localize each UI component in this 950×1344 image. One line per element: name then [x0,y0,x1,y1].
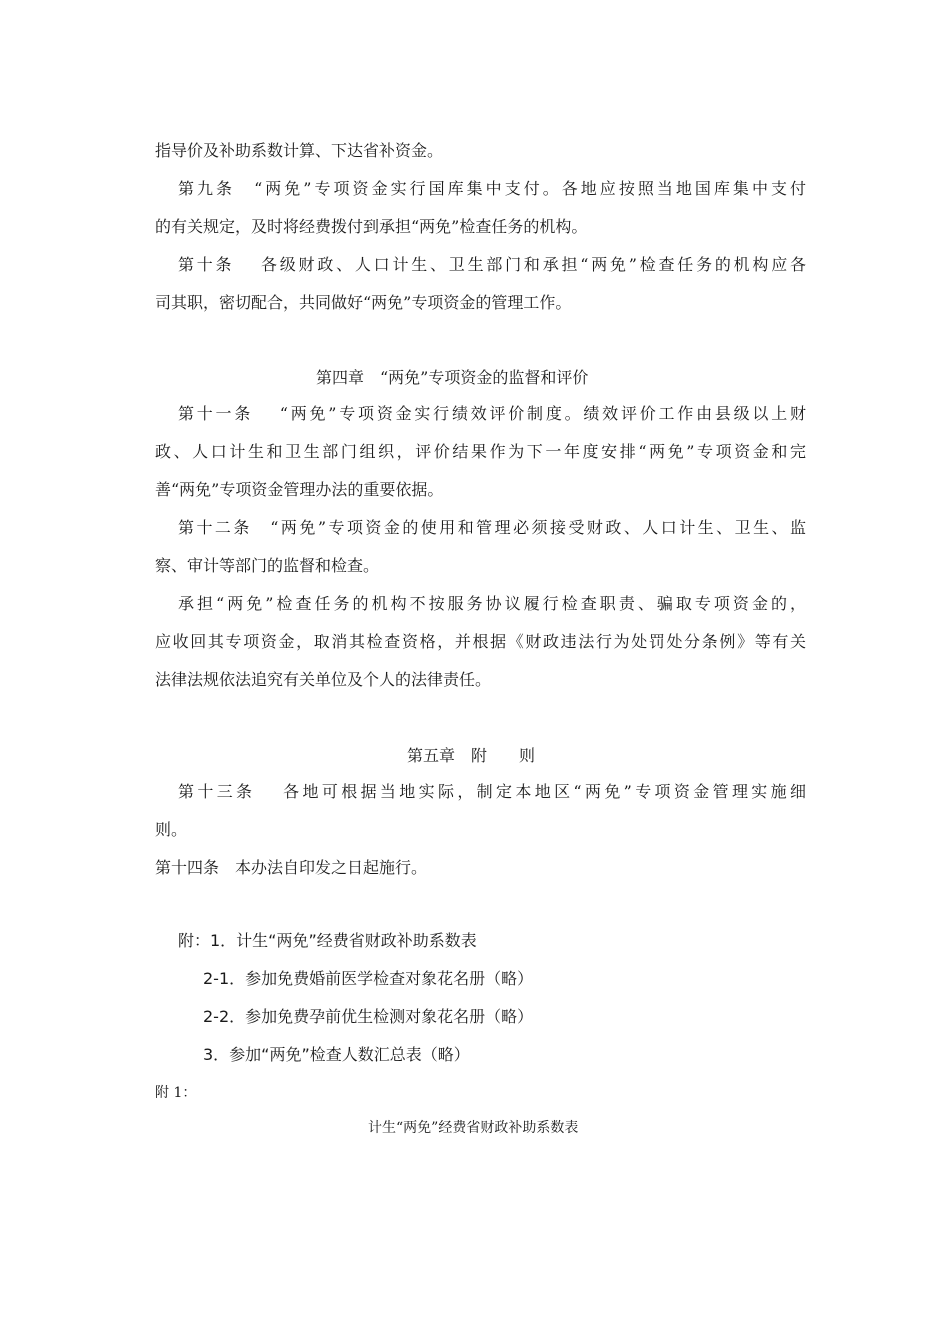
article-14: 第十四条 本办法自印发之日起施行。 [155,858,428,877]
article-13-line-1: 第十三条 各地可根据当地实际，制定本地区“两免”专项资金管理实施细 [178,782,806,801]
appendix-list-item-2-1: 2-1．参加免费婚前医学检查对象花名册（略） [203,969,534,988]
chapter-5-heading: 第五章 附 则 [407,746,536,765]
article-12-line-4: 应收回其专项资金，取消其检查资格，并根据《财政违法行为处罚处分条例》等有关 [155,632,806,651]
article-10-line-2: 司其职，密切配合，共同做好“两免”专项资金的管理工作。 [155,293,572,312]
paragraph-line: 指导价及补助系数计算、下达省补资金。 [155,141,444,160]
article-9-line-1: 第九条 “两免”专项资金实行国库集中支付。各地应按照当地国库集中支付 [178,179,806,198]
appendix-1-label: 附 1： [155,1085,197,1101]
article-12-line-1: 第十二条 “两免”专项资金的使用和管理必须接受财政、人口计生、卫生、监 [178,518,806,537]
article-10-line-1: 第十条 各级财政、人口计生、卫生部门和承担“两免”检查任务的机构应各 [178,255,806,274]
article-11-line-1: 第十一条 “两免”专项资金实行绩效评价制度。绩效评价工作由县级以上财 [178,404,806,423]
appendix-list-item-3: 3．参加“两免”检查人数汇总表（略） [203,1045,470,1064]
appendix-list-item-2-2: 2-2．参加免费孕前优生检测对象花名册（略） [203,1007,534,1026]
appendix-list-item-1: 附：1．计生“两免”经费省财政补助系数表 [178,931,477,950]
article-12-line-3: 承担“两免”检查任务的机构不按服务协议履行检查职责、骗取专项资金的， [178,594,806,613]
article-13-line-2: 则。 [155,820,188,839]
chapter-4-heading: 第四章 “两免”专项资金的监督和评价 [316,368,589,387]
appendix-1-title: 计生“两免”经费省财政补助系数表 [368,1120,579,1136]
article-12-line-5: 法律法规依法追究有关单位及个人的法律责任。 [155,670,492,689]
article-11-line-2: 政、人口计生和卫生部门组织，评价结果作为下一年度安排“两免”专项资金和完 [155,442,806,461]
article-11-line-3: 善“两免”专项资金管理办法的重要依据。 [155,480,444,499]
article-9-line-2: 的有关规定，及时将经费拨付到承担“两免”检查任务的机构。 [155,217,588,236]
article-12-line-2: 察、审计等部门的监督和检查。 [155,556,380,575]
